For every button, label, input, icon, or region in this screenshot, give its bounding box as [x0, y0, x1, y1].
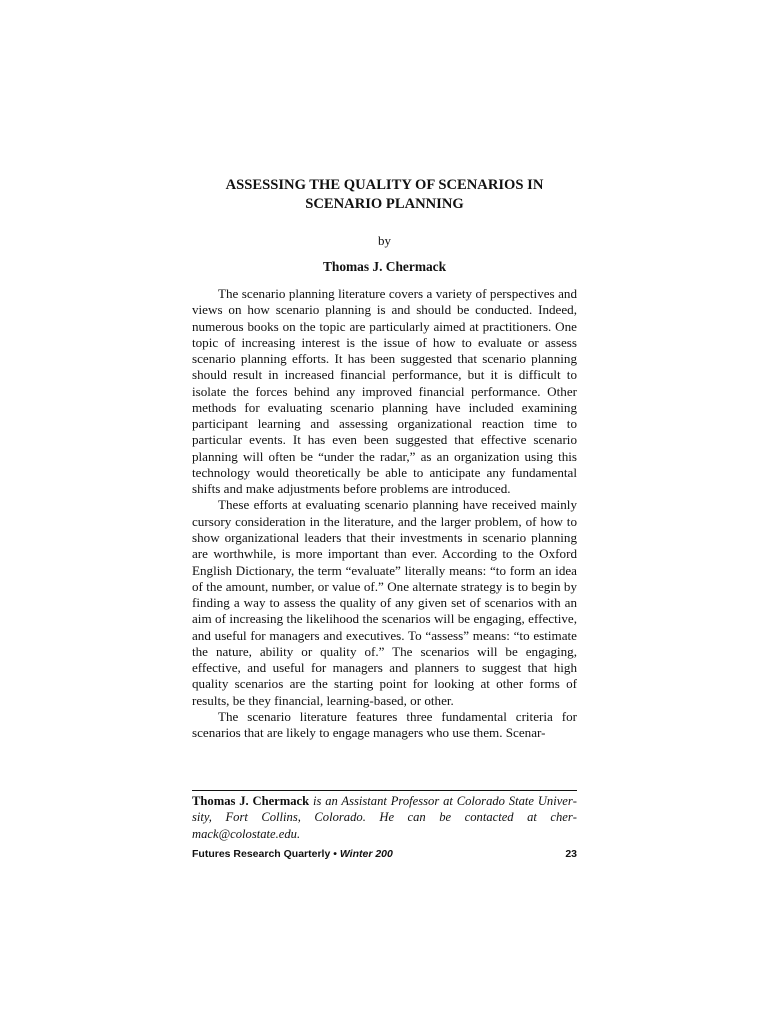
footnote-text: is an Assistant Professor at Colorado State University, Fort Collins, Colorado. He can be contacted at chermack@colostate.edu.	[192, 794, 577, 841]
paragraph: The scenario planning literature covers a variety of perspectives and views on how scenario planning is and should be conducted. Indeed, numerous books on the topic are particularly aimed at practitioners. One topic of increasing interest is the issue of how to evaluate or assess scenario planning efforts. It has been suggested that scenario planning should result in increased financial performance, but it is difficult to isolate the forces behind any improved financial performance. Other methods for evaluating scenario planning have included examining participant learning and assessing organizational reaction time to particular events. It has even been suggested that effective scenario planning will often be “under the radar,” as an organization using this technology would theoretically be able to anticipate any fundamental shifts and make adjustments before problems are introduced.	[192, 286, 577, 497]
author-footnote	[192, 790, 577, 842]
article	[192, 176, 577, 741]
paragraph: The scenario literature features three fundamental criteria for scenarios that are likely to engage managers who use them. Scenar-	[192, 708, 577, 741]
article-body	[192, 286, 577, 741]
footer-citation	[192, 847, 393, 861]
author-name: Thomas J. Chermack	[322, 259, 447, 274]
footer-bullet: •	[330, 848, 340, 860]
page-footer	[192, 847, 577, 861]
journal-name: Futures Research Quarterly	[192, 848, 331, 860]
title-line-1: ASSESSING THE QUALITY OF SCENARIOS IN	[225, 177, 544, 193]
byline-by: by	[378, 233, 391, 248]
title-line-2: SCENARIO PLANNING	[305, 196, 464, 212]
article-title	[192, 176, 577, 214]
footnote-author-name: Thomas J. Chermack	[192, 794, 310, 808]
paragraph: These efforts at evaluating scenario planning have received mainly cursory consideration in the literature, and the larger problem, of how to show organizational leaders that their investments in scenario planning are worthwhile, is more important than ever. According to the Oxford English Dictionary, the term “evaluate” literally means: “to form an idea of the amount, number, or value of.” One alternate strategy is to begin by finding a way to assess the quality of any given set of scenarios with an aim of increasing the likelihood the scenarios will be engaging, effective, and useful for managers and executives. To “assess” means: “to estimate the nature, ability or quality of.” The scenarios will be engaging, effective, and useful for managers and planners to suggest that high quality scenarios are the starting point for looking at other forms of results, be they financial, learning-based, or other.	[192, 497, 577, 708]
page-number: 23	[565, 848, 577, 860]
issue-label: Winter 200	[339, 848, 393, 860]
